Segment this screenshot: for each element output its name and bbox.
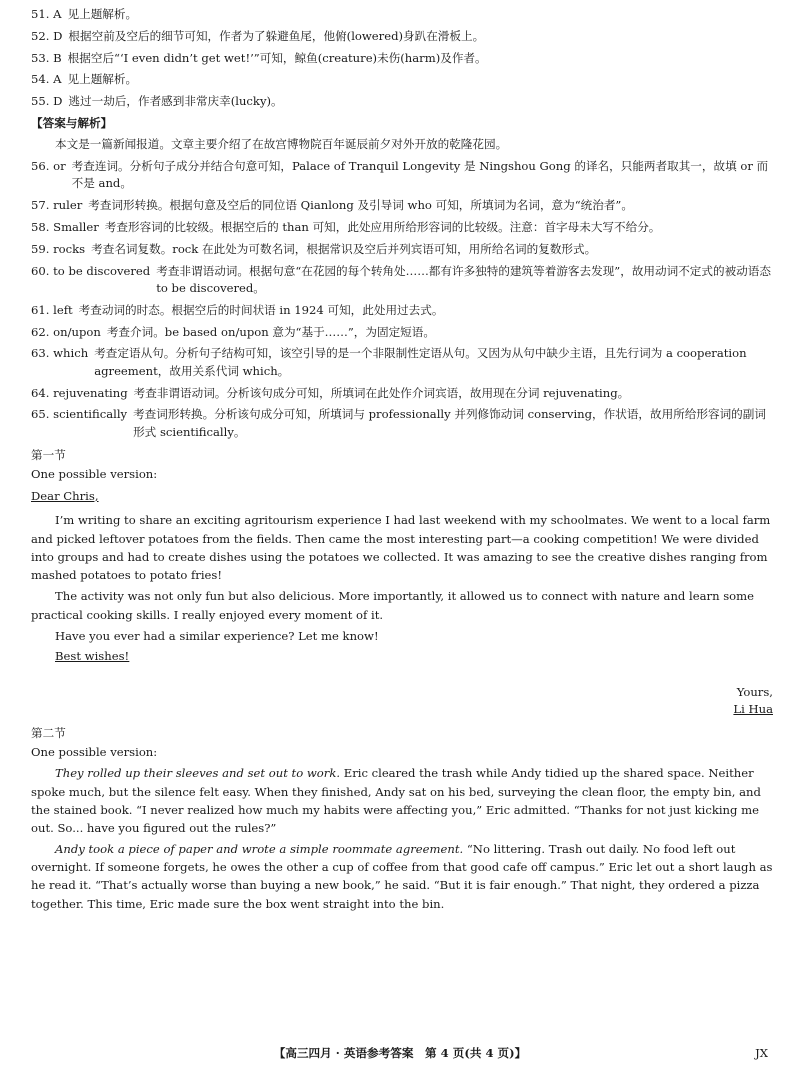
letter-signature (31, 701, 773, 718)
version-label: One possible version: (31, 744, 158, 759)
letter-salutation: Dear Chris, (31, 488, 99, 503)
answer-explanation: 考查介词。be based on/upon 意为“基于……”，为固定短语。 (106, 324, 435, 339)
paragraph-body: “No littering. Trash out daily. No food left out overnight. If someone forgets, he owes the other a cup of coffee from that good cafe off campus.” Eric let out a short laugh as he read it. “That’s actually worse than buying a new book,” he said. “But it is fair enough.” That night, they ordered a pizza together. This time, Eric made sure the box went straight into the bin. (31, 841, 773, 911)
answer-item (31, 158, 773, 193)
answer-explanation: 考查定语从句。分析句子结构可知，该空引导的是一个非限制性定语从句。又因为从句中缺少主语，且先行词为 a cooperation agreement，故用关系代词 which。 (94, 346, 747, 378)
answer-explanation: 考查词形转换。分析该句成分可知，所填词与 professionally 并列修饰动词 conserving，作状语，故用所给形容词的副词形式 scientifically。 (133, 407, 766, 439)
answer-item (31, 302, 773, 319)
answer-explanation: 考查名词复数。rock 在此处为可数名词，根据常识及空后并列宾语可知，用所给名词的复数形式。 (91, 241, 597, 256)
answer-explanation: 逃过一劫后，作者感到非常庆幸(lucky)。 (68, 94, 283, 109)
answer-item (31, 93, 773, 110)
signature-name: Li Hua (733, 702, 773, 717)
paragraph-body: Eric cleared the trash while Andy tidied up the shared space. Neither spoke much, but the silence felt easy. When they finished, Andy sat on his bed, surveying the clean floor, the empty bin, and the stained book. “I never realized how much my habits were affecting you,” Eric admitted. “Thanks for not just kicking me out. So... have you figured out the rules?” (31, 766, 761, 836)
answer-explanation: 见上题解析。 (67, 7, 138, 21)
answer-item (31, 28, 773, 45)
answer-number: 61. left (31, 302, 73, 317)
answer-item (31, 345, 773, 380)
footer-text: 【高三四月 · 英语参考答案 第 4 页(共 4 页)】 (273, 1046, 527, 1060)
answer-item (31, 197, 773, 214)
answer-item (31, 50, 773, 67)
paragraph-lead-sentence: They rolled up their sleeves and set out to work. (55, 766, 341, 781)
footer-code: JX (755, 1046, 768, 1060)
answer-number: 59. rocks (31, 241, 86, 256)
story-paragraph (31, 764, 773, 837)
answer-explanation: 考查动词的时态。根据空后的时间状语 in 1924 可知，此处用过去式。 (78, 302, 444, 317)
version-label: One possible version: (31, 467, 158, 482)
answer-explanation: 考查非谓语动词。分析该句成分可知，所填词在此处作介词宾语，故用现在分词 rejuvenating。 (133, 385, 630, 400)
answer-number: 64. rejuvenating (31, 385, 128, 400)
answer-number: 56. or (31, 159, 66, 174)
answer-number: 57. ruler (31, 198, 83, 213)
answer-item (31, 324, 773, 341)
section-heading: 【答案与解析】 (31, 115, 113, 130)
writing-section-2 (31, 725, 773, 913)
page-footer (0, 1045, 800, 1062)
paragraph-lead-sentence: Andy took a piece of paper and wrote a simple roommate agreement. (55, 841, 464, 856)
answers-grammar-list (31, 158, 773, 441)
letter-signoff: Yours, (736, 684, 773, 699)
answer-item (31, 241, 773, 258)
closing-text: Best wishes! (55, 649, 130, 664)
section-title: 第一节 (31, 448, 66, 463)
answer-item (31, 385, 773, 402)
answer-number: 53. B (31, 50, 62, 65)
answer-explanation: 考查非谓语动词。根据句意“在花园的每个转角处……都有许多独特的建筑等着游客去发现”，故用动词不定式的被动语态 to be discovered。 (156, 263, 771, 295)
answer-number: 54. A (31, 72, 62, 87)
answers-top-list (31, 6, 773, 111)
letter-paragraph: The activity was not only fun but also delicious. More importantly, it allowed us to connect with nature and learn some practical cooking skills. I really enjoyed every moment of it. (31, 589, 755, 622)
answer-explanation: 见上题解析。 (67, 72, 138, 87)
writing-section-1 (31, 447, 773, 719)
answer-explanation: 根据空前及空后的细节可知，作者为了躲避鱼尾，他俯(lowered)身趴在滑板上。 (68, 28, 485, 43)
answer-item (31, 263, 773, 298)
passage-intro: 本文是一篇新闻报道。文章主要介绍了在故宫博物院百年诞辰前夕对外开放的乾隆花园。 (55, 137, 508, 152)
answer-explanation: 考查形容词的比较级。根据空后的 than 可知，此处应用所给形容词的比较级。注意：首字母未大写不给分。 (104, 220, 661, 235)
answer-explanation: 考查连词。分析句子成分并结合句意可知，Palace of Tranquil Longevity 是 Ningshou Gong 的译名，只能两者取其一，故填 or 而不是 and。 (71, 159, 769, 191)
answer-number: 58. Smaller (31, 220, 99, 235)
answer-explanation: 考查词形转换。根据句意及空后的同位语 Qianlong 及引导词 who 可知，所填词为名词，意为“统治者”。 (88, 198, 633, 213)
letter-paragraph: I’m writing to share an exciting agritourism experience I had last weekend with my schoolmates. We went to a local farm and picked leftover potatoes from the fields. Then came the most interesting part—a cooking competition! We were divided into groups and had to create dishes using the potatoes we collected. It was amazing to see the creative dishes ranging from mashed potatoes to potato fries! (31, 513, 771, 583)
answer-item (31, 6, 773, 23)
answer-explanation: 根据空后“‘I even didn’t get wet!’”可知，鲸鱼(creature)未伤(harm)及作者。 (67, 50, 487, 65)
answer-number: 62. on/upon (31, 324, 101, 339)
answer-item (31, 71, 773, 88)
answer-item (31, 406, 773, 441)
letter-paragraph: Have you ever had a similar experience? Let me know! (55, 629, 379, 644)
answer-number: 52. D (31, 28, 63, 43)
answer-number: 55. D (31, 94, 63, 109)
answer-item (31, 219, 773, 236)
answer-number: 60. to be discovered (31, 263, 151, 278)
answer-page (31, 6, 773, 915)
answer-number: 65. scientifically (31, 407, 128, 422)
story-paragraph (31, 840, 773, 913)
answer-number: 51. A (31, 7, 62, 21)
section-title: 第二节 (31, 725, 66, 740)
answer-number: 63. which (31, 346, 89, 361)
letter-closing (31, 648, 773, 665)
